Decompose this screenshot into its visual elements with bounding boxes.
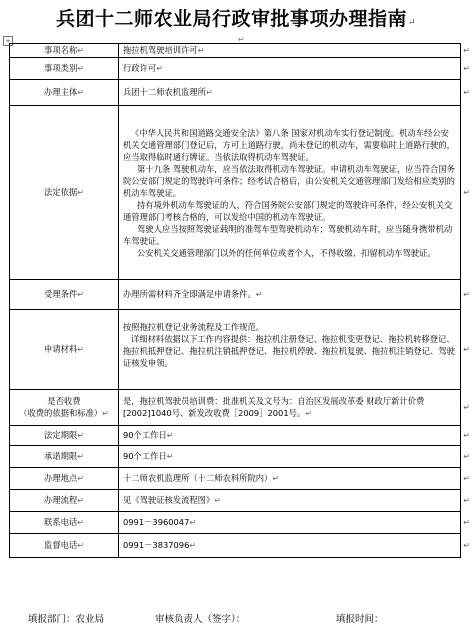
row-value-conditions: 办理所需材料齐全即满足申请条件。↵ ↵	[119, 280, 461, 310]
table-row	[10, 468, 461, 490]
row-label-promised-limit: 承诺期限↵	[10, 446, 119, 468]
basis-paragraph: 《中华人民共和国道路交通安全法》第八条 国家对机动车实行登记制度。机动车经公安机关交通管理部门登记后，方可上道路行驶。尚未登记的机动车，需要临时上道路行驶的，应当取得临时通行牌证。当依法取得机动车驾驶证。	[123, 127, 455, 162]
basis-paragraph: 公安机关交通管理部门以外的任何单位或者个人，不得收缴、扣留机动车驾驶证。	[137, 247, 436, 258]
table-row	[10, 106, 461, 280]
row-label-materials: 申请材料↵	[10, 310, 119, 390]
row-label-legal-limit: 法定期限↵	[10, 426, 119, 446]
table-anchor-icon[interactable]: +	[3, 36, 13, 46]
row-value-location: 十二师农机监理所（十二师农科所院内）↵ ↵	[119, 468, 461, 490]
table-row	[10, 44, 461, 58]
footer-reviewer: 审核负责人（签字）：	[155, 614, 246, 625]
table-row	[10, 58, 461, 80]
basis-paragraph: 第十九条 驾驶机动车，应当依法取得机动车驾驶证。申请机动车驾驶证，应当符合国务院公安部门规定的驾驶许可条件；经考试合格后，由公安机关交通管理部门发给相应类别的机动车驾驶证。	[123, 163, 455, 198]
table-row	[10, 512, 461, 534]
table-row	[10, 490, 461, 512]
paragraph-mark: ↵	[238, 35, 245, 44]
row-value-process: 见《驾驶证核发流程图》↵ ↵	[119, 490, 461, 512]
footer-date: 填报时间：	[336, 614, 384, 625]
row-label-basis: 法定依据↵	[10, 106, 119, 280]
basis-paragraph: 驾驶人应当按照驾驶证载明的准驾车型驾驶机动车；驾驶机动车时，应当随身携带机动车驾驶证。	[123, 223, 453, 246]
row-value-contact: 0991－3960047↵ ↵	[119, 512, 461, 534]
row-label-name: 事项名称↵	[10, 44, 119, 58]
table-row	[10, 426, 461, 446]
table-row	[10, 310, 461, 390]
row-label-conditions: 受理条件↵	[10, 280, 119, 310]
table-row	[10, 80, 461, 106]
row-label-process: 办理流程↵	[10, 490, 119, 512]
table-row	[10, 280, 461, 310]
row-value-subject: 兵团十二师农机监理所↵ ↵	[119, 80, 461, 106]
row-value-basis: 《中华人民共和国道路交通安全法》第八条 国家对机动车实行登记制度。机动车经公安机关交通管理部门登记后，方可上道路行驶。尚未登记的机动车，需要临时上道路行驶的，应当取得临时通行牌证。当依法取得机动车驾驶证。 第十九条 驾驶机动车，应当依法取得机动车驾驶证。申请机动车驾驶证，应当符合国务院公安部门规定的驾驶许可条件；经考试合格后，由公安机关交通管理部门发给相应类别的机动车驾驶证。 持有境外机动车驾驶证的人，符合国务院公安部门规定的驾驶许可条件，经公安机关交通管理部门考核合格的，可以发给中国的机动车驾驶证。 驾驶人应当按照驾驶证载明的准驾车型驾驶机动车；驾驶机动车时，应当随身携带机动车驾驶证。 公安机关交通管理部门以外的任何单位或者个人，不得收缴、扣留机动车驾驶证。 ↵	[119, 106, 461, 280]
basis-paragraph: 持有境外机动车驾驶证的人，符合国务院公安部门规定的驾驶许可条件，经公安机关交通管理部门考核合格的，可以发给中国的机动车驾驶证。	[123, 199, 453, 222]
table-row	[10, 390, 461, 426]
row-value-supervision: 0991－3837096↵ ↵	[119, 534, 461, 558]
row-label-category: 事项类别↵	[10, 58, 119, 80]
table-row	[10, 534, 461, 558]
row-value-fee: 是，拖拉机驾驶员培训费：批准机关及文号为：自治区发展改革委 财政厅新计价费[2002]1040号、新发改收费［2009］2001号。↵ ↵	[119, 390, 461, 426]
row-label-fee: 是否收费 （收费的依据和标准）↵	[10, 390, 119, 426]
materials-paragraph: 按照拖拉机登记业务流程及工作规范。	[123, 321, 265, 332]
footer-dept: 填报部门：农业局	[28, 614, 105, 625]
row-value-name: 拖拉机驾驶培训许可↵ ↵	[119, 44, 461, 58]
row-label-contact: 联系电话↵	[10, 512, 119, 534]
row-value-promised-limit: 90个工作日↵ ↵	[119, 446, 461, 468]
row-label-subject: 办理主体↵	[10, 80, 119, 106]
row-label-supervision: 监督电话↵	[10, 534, 119, 558]
row-label-location: 办理地点↵	[10, 468, 119, 490]
page-title: 兵团十二师农业局行政审批事项办理指南↵	[55, 8, 417, 30]
form-footer	[0, 611, 472, 627]
row-value-materials: 按照拖拉机登记业务流程及工作规范。 详细材料依据以下工作内容提供：拖拉机注册登记、拖拉机变更登记、拖拉机转移登记、拖拉机抵押登记、拖拉机注销抵押登记、拖拉机停驶、拖拉机复驶、拖拉机注销登记、驾驶证核发申领。 ↵	[119, 310, 461, 390]
guide-table	[9, 43, 470, 558]
table-row	[10, 446, 461, 468]
materials-paragraph: 详细材料依据以下工作内容提供：拖拉机注册登记、拖拉机变更登记、拖拉机转移登记、拖拉机抵押登记、拖拉机注销抵押登记、拖拉机停驶、拖拉机复驶、拖拉机注销登记、驾驶证核发申领。	[123, 333, 455, 368]
row-value-legal-limit: 90个工作日↵ ↵	[119, 426, 461, 446]
row-value-category: 行政许可↵ ↵	[119, 58, 461, 80]
